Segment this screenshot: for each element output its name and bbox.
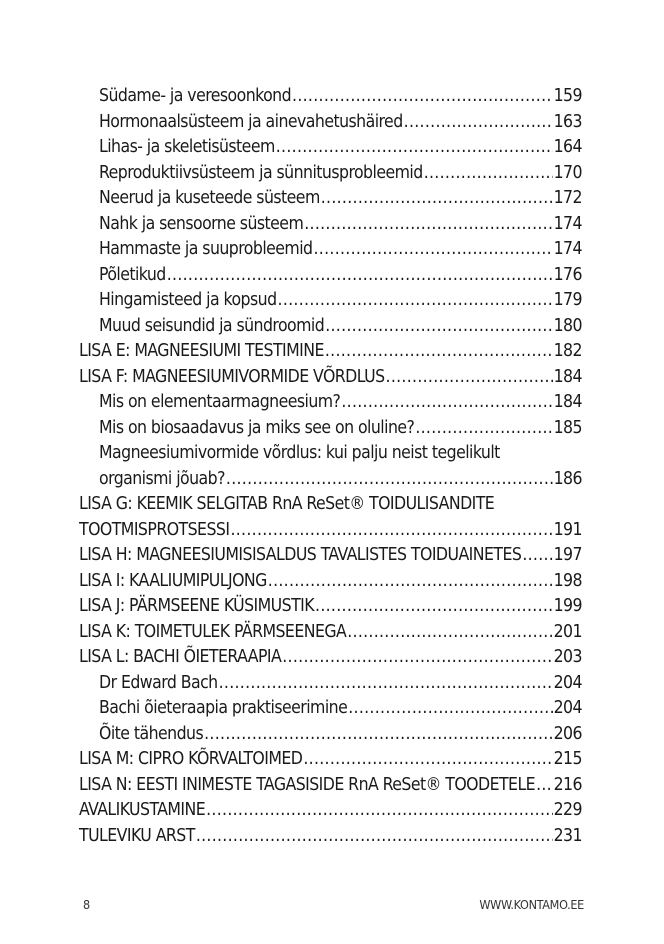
toc-entry[interactable]	[79, 441, 582, 467]
toc-entry-title: AVALIKUSTAMINE	[79, 800, 206, 820]
toc-entry-title: Põletikud	[99, 264, 166, 285]
dot-leader	[167, 263, 553, 289]
toc-entry[interactable]	[79, 339, 582, 365]
toc-entry[interactable]	[79, 798, 582, 824]
toc-entry-title: Neerud ja kuseteede süsteem	[99, 188, 320, 208]
toc-entry-page: 204	[553, 698, 582, 718]
toc-entry-page: 174	[553, 239, 582, 259]
toc-entry[interactable]	[79, 416, 582, 442]
dot-leader	[314, 237, 553, 263]
dot-leader	[268, 569, 553, 595]
toc-entry-page: 164	[553, 137, 582, 157]
toc-entry-title: Südame- ja veresoonkond	[99, 86, 292, 106]
toc-entry-title: Õite tähendus	[99, 723, 204, 744]
dot-leader	[341, 390, 552, 416]
toc-entry[interactable]	[79, 543, 582, 569]
dot-leader	[206, 798, 552, 824]
toc-entry-title: Muud seisundid ja sündroomid	[99, 315, 325, 336]
toc-entry-title: Dr Edward Bach	[99, 672, 218, 693]
dot-leader	[230, 518, 552, 544]
dot-leader	[226, 467, 553, 493]
page-footer	[83, 897, 584, 912]
toc-entry-title: LISA I: KAALIUMIPULJONG	[79, 570, 267, 591]
toc-entry[interactable]	[79, 135, 582, 161]
toc-entry-title: LISA H: MAGNEESIUMISISALDUS TAVALISTES TOIDUAINETES	[79, 545, 522, 565]
toc-entry-page: 229	[553, 800, 582, 820]
toc-entry-title: Bachi õieteraapia praktiseerimine	[99, 698, 348, 718]
toc-entry[interactable]	[79, 492, 582, 518]
toc-entry-page: 216	[553, 774, 582, 795]
toc-entry-title: LISA J: PÄRMSEENE KÜSIMUSTIK	[79, 596, 315, 616]
toc-entry-page: 179	[553, 290, 582, 310]
dot-leader	[315, 594, 553, 620]
toc-entry[interactable]	[79, 110, 582, 136]
toc-entry[interactable]	[79, 671, 582, 697]
toc-entry-title: TOOTMISPROTSESSI	[79, 519, 230, 540]
toc-entry[interactable]	[79, 390, 582, 416]
toc-entry-title: organismi jõuab?	[99, 468, 225, 489]
toc-entry-title: LISA N: EESTI INIMESTE TAGASISIDE RnA ReSet® TOODETELE	[79, 774, 536, 795]
toc-entry[interactable]	[79, 824, 582, 850]
dot-leader	[204, 722, 552, 748]
page-number: 8	[83, 897, 90, 912]
dot-leader	[325, 314, 552, 340]
dot-leader	[536, 773, 553, 799]
table-of-contents	[79, 84, 582, 849]
toc-entry-title: Lihas- ja skeletisüsteem	[99, 137, 275, 157]
toc-entry-title: Mis on biosaadavus ja miks see on oluline?	[99, 417, 415, 438]
toc-entry[interactable]	[79, 212, 582, 238]
toc-entry-page: 184	[553, 366, 582, 387]
dot-leader	[278, 288, 553, 314]
toc-entry[interactable]	[79, 645, 582, 671]
toc-entry-title: LISA E: MAGNEESIUMI TESTIMINE	[79, 341, 324, 361]
dot-leader	[522, 543, 552, 569]
dot-leader	[219, 671, 553, 697]
dot-leader	[282, 645, 552, 671]
dot-leader	[292, 84, 553, 110]
toc-entry[interactable]	[79, 467, 582, 493]
toc-entry-title: Mis on elementaarmagneesium?	[99, 392, 341, 412]
toc-entry[interactable]	[79, 263, 582, 289]
toc-entry-title: LISA M: CIPRO KÕRVALTOIMED	[79, 749, 303, 769]
toc-entry-title: Nahk ja sensoorne süsteem	[99, 213, 304, 234]
toc-entry-page: 201	[553, 621, 582, 642]
toc-entry-page: 170	[553, 162, 582, 183]
toc-entry-page: 204	[553, 672, 582, 693]
toc-entry-title: LISA F: MAGNEESIUMIVORMIDE VÕRDLUS	[79, 366, 385, 387]
toc-entry-page: 186	[553, 468, 582, 489]
toc-entry[interactable]	[79, 722, 582, 748]
toc-entry-title: Hammaste ja suuprobleemid	[99, 239, 313, 259]
dot-leader	[347, 620, 552, 646]
toc-entry[interactable]	[79, 518, 582, 544]
toc-entry[interactable]	[79, 288, 582, 314]
toc-entry[interactable]	[79, 747, 582, 773]
toc-entry-title: Hingamisteed ja kopsud	[99, 290, 277, 310]
dot-leader	[321, 186, 553, 212]
toc-entry-page: 159	[553, 86, 582, 106]
toc-entry-page: 198	[553, 570, 582, 591]
toc-entry[interactable]	[79, 237, 582, 263]
toc-entry[interactable]	[79, 186, 582, 212]
toc-entry-page: 215	[553, 749, 582, 769]
dot-leader	[303, 747, 552, 773]
toc-entry-page: 180	[553, 315, 582, 336]
toc-entry-title: Reproduktiivsüsteem ja sünnitusprobleemid	[99, 162, 423, 183]
toc-entry-page: 191	[553, 519, 582, 540]
toc-entry-page: 163	[553, 111, 582, 132]
dot-leader	[415, 416, 552, 442]
toc-entry[interactable]	[79, 161, 582, 187]
dot-leader	[325, 339, 553, 365]
toc-entry[interactable]	[79, 569, 582, 595]
dot-leader	[196, 824, 553, 850]
dot-leader	[386, 365, 553, 391]
dot-leader	[424, 161, 553, 187]
dot-leader	[348, 696, 552, 722]
toc-entry-page: 197	[553, 545, 582, 565]
toc-entry-page: 231	[553, 825, 582, 846]
toc-entry-page: 176	[553, 264, 582, 285]
website-url: WWW.KONTAMO.EE	[479, 897, 584, 912]
toc-entry-title: Hormonaalsüsteem ja ainevahetushäired	[99, 111, 403, 132]
toc-entry-title: LISA K: TOIMETULEK PÄRMSEENEGA	[79, 621, 347, 642]
toc-entry-title: LISA L: BACHI ÕIETERAAPIA	[79, 647, 282, 667]
toc-entry-page: 203	[553, 647, 582, 667]
toc-entry[interactable]	[79, 314, 582, 340]
toc-entry-title: LISA G: KEEMIK SELGITAB RnA ReSet® TOIDULISANDITE	[79, 494, 495, 514]
toc-entry[interactable]	[79, 620, 582, 646]
toc-entry[interactable]	[79, 773, 582, 799]
dot-leader	[304, 212, 552, 238]
toc-entry-page: 206	[553, 723, 582, 744]
toc-entry-page: 182	[553, 341, 582, 361]
toc-entry-title: Magneesiumivormide võrdlus: kui palju neist tegelikult	[99, 443, 500, 463]
toc-entry-page: 185	[553, 417, 582, 438]
toc-entry[interactable]	[79, 84, 582, 110]
toc-entry[interactable]	[79, 594, 582, 620]
toc-entry-page: 199	[553, 596, 582, 616]
toc-entry-page: 174	[553, 213, 582, 234]
toc-entry-page: 172	[553, 188, 582, 208]
toc-entry[interactable]	[79, 696, 582, 722]
toc-entry-page: 184	[553, 392, 582, 412]
toc-entry-title: TULEVIKU ARST	[79, 825, 195, 846]
dot-leader	[404, 110, 553, 136]
dot-leader	[276, 135, 553, 161]
toc-entry[interactable]	[79, 365, 582, 391]
